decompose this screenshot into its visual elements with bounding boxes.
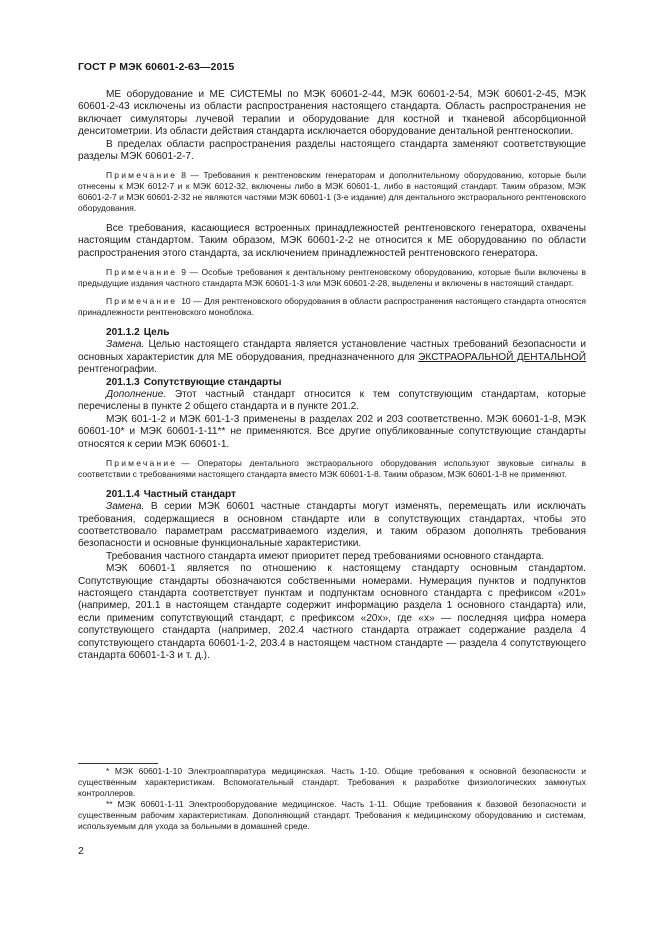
paragraph-collateral-list: МЭК 601-1-2 и МЭК 601-1-3 применены в разделах 202 и 203 соответственно. МЭК 60601-1-8, МЭК 60601-10* и МЭК 60601-1-11** не применяются. Все другие опубликованные сопутствующие стандарты относятся к серии МЭК 60601-1. — [78, 413, 586, 450]
note-label: Примечание — [106, 296, 178, 307]
paragraph-accessories: Все требования, касающиеся встроенных принадлежностей рентгеновского генератора, охвачены настоящим стандартом. Таким образом, МЭК 60601-2-2 не относится к МЕ оборудованию по области распространения этого стандарта, за исключением принадлежностей рентгеновского генератора. — [78, 223, 586, 259]
note-label: Примечание — [106, 170, 178, 181]
note-9 — [78, 267, 586, 289]
main-content — [78, 89, 586, 662]
section-title: Частный стандарт — [143, 488, 236, 500]
paragraph-text: Целью настоящего стандарта является установление частных требований безопасности и основных характеристик для МЕ оборудования, предназначенного для — [78, 339, 586, 363]
note-10 — [78, 296, 586, 318]
note-label: Примечание — [106, 457, 178, 468]
footnote-2: ** МЭК 60601-1-11 Электрооборудование медицинское. Часть 1-11. Общие требования к базовой безопасности и существенным рабочим характеристикам. Дополняющий стандарт. Требования к медицинскому оборудованию и системам, используемым для ухода за больными в домашней среде. — [78, 798, 586, 831]
note-text: 10 — Для рентгеновского оборудования в области распространения настоящего стандарта относятся принадлежности рентгеновского моноблока. — [78, 296, 586, 317]
paragraph-priority: Требования частного стандарта имеют приоритет перед требованиями основного стандарта. — [106, 550, 545, 562]
paragraph-particular-replacement — [78, 501, 586, 551]
note-text: — Операторы дентального экстраорального оборудования используют звуковые сигналы в соответствии с требованиями настоящего стандарта вместо МЭК 60601-1-8. Таким образом, МЭК 60601-1-8 не применяют. — [78, 457, 586, 479]
section-number: 201.1.4 — [106, 488, 140, 500]
section-heading-201-1-3 — [78, 377, 586, 389]
note-text: 9 — Особые требования к дентальному рентгеновскому оборудованию, которые были включены в предыдущие издания частного стандарта МЭК 60601-1-3 или МЭК 60601-2-28, выделены и включены в настоящий стандарт. — [78, 267, 586, 289]
underlined-term: ЭКСТРАОРАЛЬНОЙ ДЕНТАЛЬНОЙ — [418, 351, 586, 363]
section-title: Сопутствующие стандарты — [143, 376, 282, 388]
page-header-standard-title: ГОСТ Р МЭК 60601-2-63—2015 — [78, 61, 235, 73]
lead-word: Замена. — [106, 501, 145, 513]
note-label: Примечание — [106, 267, 178, 278]
note-8 — [78, 170, 586, 214]
section-heading-201-1-2 — [78, 327, 586, 339]
section-heading-201-1-4 — [78, 489, 586, 501]
section-title: Цель — [143, 326, 170, 338]
footnote-1: * МЭК 60601-1-10 Электроаппаратура медицинская. Часть 1-10. Общие требования к основной безопасности и существенным характеристикам. Вспомогательный стандарт. Требования к разработке физиологических замкнутых контроллеров. — [78, 766, 586, 798]
paragraph-text: В серии МЭК 60601 частные стандарты могут изменять, перемещать или исключать требования, содержащиеся в основном стандарте или в сопутствующих стандартах, чтобы это соответствовало параметрам рассматриваемого изделия, и таким образом дополнять требования безопасности и основные функциональные характеристики. — [78, 501, 586, 550]
page-number: 2 — [78, 845, 84, 857]
footnotes — [78, 766, 586, 831]
note-operators — [78, 458, 586, 480]
paragraph-text-end: рентгенографии. — [78, 364, 157, 376]
paragraph-collateral-addition — [78, 389, 586, 414]
footnote-divider — [78, 763, 158, 764]
paragraph-numbering: МЭК 60601-1 является по отношению к настоящему стандарту основным стандартом. Сопутствующие стандарты обозначаются собственными номерами. Нумерация пунктов и подпунктов настоящего стандарта соответствует пунктам и подпунктам основного стандарта с префиксом «201» (например, 201.1 в настоящем стандарте содержит информацию раздела 1 основного стандарта) или, если применим сопутствующий стандарт, с префиксом «20х», где «х» — последняя цифра номера сопутствующего стандарта (например, 202.4 частного стандарта отражает содержание раздела 4 сопутствующего стандарта 60601-1-2, 203.4 в настоящем частном стандарте — раздела 4 сопутствующего стандарта 60601-1-3 и т. д.). — [78, 563, 586, 662]
lead-word: Дополнение. — [106, 388, 167, 400]
paragraph-excluded-equipment: МЕ оборудование и МЕ СИСТЕМЫ по МЭК 60601-2-44, МЭК 60601-2-54, МЭК 60601-2-45, МЭК 60601-2-43 исключены из области распространения настоящего стандарта. Область распространения не включает симуляторы лучевой терапии и оборудование для костной и тканевой абсорбционной денситометрии. Из области действия стандарта исключается оборудование дентальной рентгеноскопии. — [78, 89, 586, 138]
note-text: 8 — Требования к рентгеновским генераторам и дополнительному оборудованию, которые были отнесены к МЭК 6012-7 и к МЭК 6012-32, включены либо в МЭК 60601-1, либо в настоящий стандарт. Таким образом, МЭК 60601-2-7 и МЭК 60601-2-32 не являются частями МЭК 60601-1 (3-е издание) для дентального экстраорального рентгеновского оборудования. — [78, 170, 586, 214]
paragraph-scope-replacement: В пределах области распространения разделы настоящего стандарта заменяют соответствующие разделы МЭК 60601-2-7. — [78, 138, 586, 163]
section-number: 201.1.3 — [106, 376, 140, 388]
paragraph-purpose — [78, 339, 586, 376]
paragraph-text: Этот частный стандарт относится к тем сопутствующим стандартам, которые перечислены в пункте 2 общего стандарта и в пункте 201.2. — [78, 388, 586, 413]
section-number: 201.1.2 — [106, 326, 140, 338]
lead-word: Замена. — [106, 339, 145, 351]
